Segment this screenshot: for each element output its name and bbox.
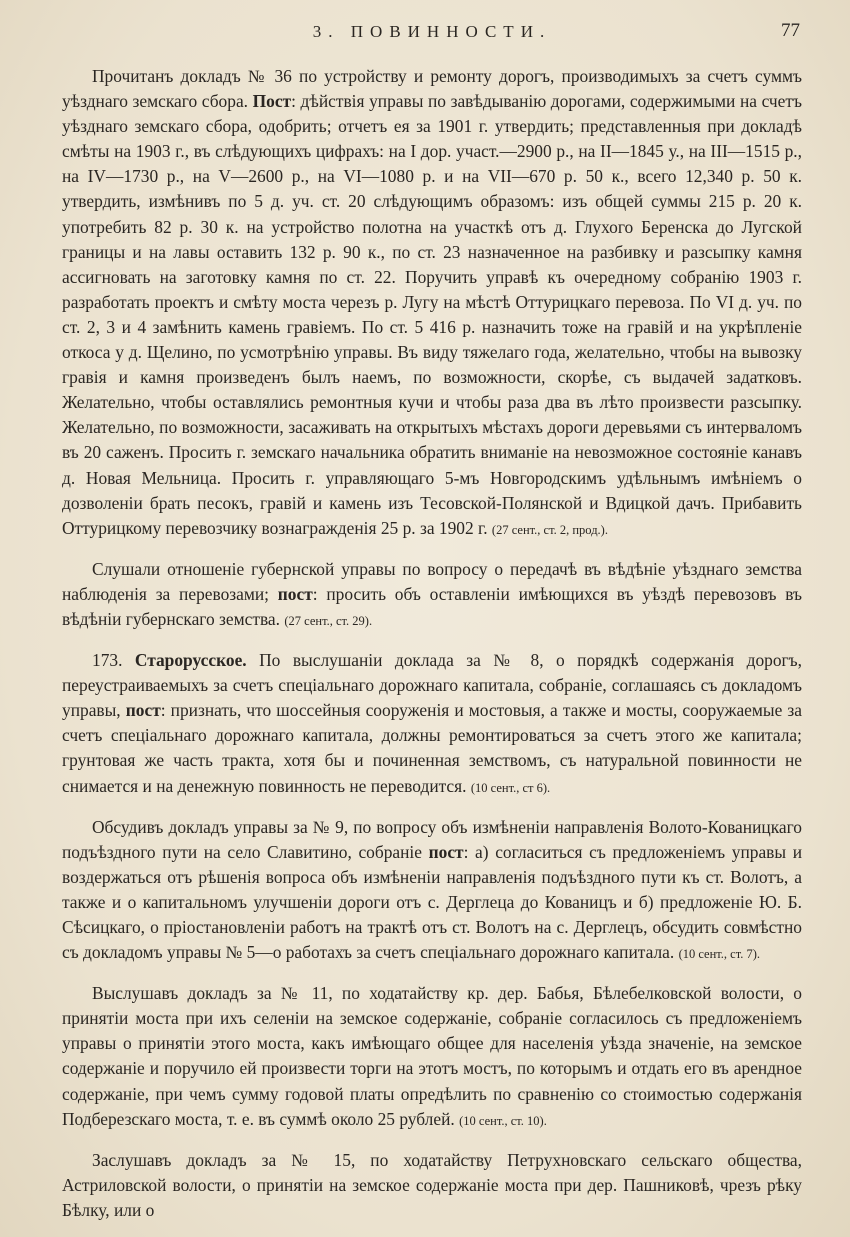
running-title: 3. ПОВИННОСТИ. xyxy=(312,22,552,41)
minutes-reference: (10 сент., ст. 7). xyxy=(678,947,761,962)
paragraph-road-report-36 xyxy=(62,64,802,543)
paragraph-text: : а) согласиться съ предложеніемъ управы и воздержаться отъ рѣшенія вопроса объ измѣненіи направленія подъѣздного пути къ ст. Волотъ, а также и о капитальномъ улучшеніи дороги отъ с. Дерглеца до Кованицъ и б) предложеніе Ю. Б. Сѣсицкаго, о пріостановленіи работъ на трактѣ отъ ст. Волотъ на с. Дерглецъ, обсудить совмѣстно съ докладомъ управы № 5—о работахъ за счетъ спеціальнаго дорожнаго капитала. xyxy=(62,841,802,963)
paragraph-text: Обсудивъ докладъ управы за № 9, по вопросу объ измѣненіи направленія Волото-Кованицкаго подъѣздного пути на село Славитино, собраніе xyxy=(62,816,802,862)
page-number: 77 xyxy=(781,20,800,41)
paragraph-text: Слушали отношеніе губернской управы по вопросу о передачѣ въ вѣдѣніе уѣзднаго земства наблюденія за перевозами; xyxy=(62,558,802,604)
minutes-reference: (27 сент., ст. 2, прод.). xyxy=(491,522,608,537)
paragraph-text: Выслушавъ докладъ за № 11, по ходатайству кр. дер. Бабья, Бѣлебелковской волости, о принятіи моста при ихъ селеніи на земское содержаніе, собраніе согласилось съ предложеніемъ управы о принятіи этого моста, какъ имѣющаго общее для населенія уѣзда значеніе, на земское содержаніе и поручило ей произвести торги на этотъ мостъ, по которымъ и отдать его въ арендное содержаніе, при чемъ сумму годовой платы опредѣлить по сравненію со стоимостью содержанія Подберезскаго моста, т. е. въ суммѣ около 25 рублей. xyxy=(62,983,802,1129)
paragraph-ferries xyxy=(62,557,802,634)
paragraph-report-9 xyxy=(62,815,802,968)
paragraph-text: : дѣйствія управы по завѣдыванію дорогами, содержимыми на счетъ уѣзднаго земскаго сбора, одобрить; отчетъ ея за 1901 г. утвердить; представленныя при докладѣ смѣты на 1903 г., въ слѣдующихъ цифрахъ: на I дор. участ.—2900 р., на II—1845 у., на III—1515 р., на IV—1730 р., на V—2600 р., на VI—1080 р. и на VII—670 р. 50 к., всего 12,340 р. 50 к. утвердить, измѣнивъ по 5 д. уч. ст. 20 слѣдующимъ образомъ: изъ общей суммы 215 р. 20 к. употребить 82 р. 30 к. на устройство полотна на участкѣ отъ д. Глухого Беренска до Лугской границы и на лавы оставить 132 р. 90 к., по ст. 23 назначенное на разбивку и разсыпку камня ассигновать на заготовку камня по ст. 22. Поручить управѣ къ очередному собранію 1903 г. разработать проектъ и смѣту моста черезъ р. Лугу на мѣстѣ Оттурицкаго перевоза. По VI д. уч. по ст. 2, 3 и 4 замѣнить камень гравіемъ. По ст. 5 416 р. назначить тоже на гравій и на укрѣпленіе откоса у д. Щелино, по усмотрѣнію управы. Въ виду тяжелаго года, желательно, чтобы на вывозку гравія и камня произведенъ былъ наемъ, по возможности, скорѣе, съ выдачей задатковъ. Желательно, чтобы оставлялись ремонтныя кучи и чтобы раза два въ лѣто произвести разсыпку. Желательно, по возможности, засаживать на открытыхъ мѣстахъ дороги деревьями съ интерваломъ въ 20 саженъ. Просить г. земскаго начальника обратить вниманіе на невозможное состояніе канавъ д. Новая Мельница. Просить г. управляющаго 5-мъ Новгородскимъ удѣльнымъ имѣніемъ о дозволеніи брать песокъ, гравій и камень изъ Тесовской-Полянской и Вдицкой дачъ. Прибавить Оттурицкому перевозчику вознагражденія 25 р. за 1902 г. xyxy=(62,91,802,538)
resolution-marker: пост xyxy=(428,841,464,862)
paragraph-text: По выслушаніи доклада за № 8, о порядкѣ содержанія дорогъ, переустраиваемыхъ за счетъ спеціальнаго дорожнаго капитала, собраніе, соглашаясь съ докладомъ управы, xyxy=(62,650,802,721)
section-heading: Старорусское. xyxy=(134,650,247,671)
resolution-marker: пост xyxy=(277,583,313,604)
paragraph-report-15 xyxy=(62,1148,802,1223)
resolution-marker: Пост xyxy=(252,91,292,112)
resolution-marker: пост xyxy=(125,700,161,721)
minutes-reference: (10 сент., ст 6). xyxy=(470,780,551,795)
paragraph-report-11 xyxy=(62,981,802,1134)
minutes-reference: (10 сент., ст. 10). xyxy=(459,1113,547,1128)
page-header xyxy=(62,22,802,56)
paragraph-text: Прочитанъ докладъ № 36 по устройству и ремонту дорогъ, производимыхъ за счетъ суммъ уѣзднаго земскаго сбора. xyxy=(62,66,802,112)
paragraph-text: : просить объ оставленіи имѣющихся въ уѣздѣ перевозовъ въ вѣдѣніи губернскаго земства. xyxy=(62,583,802,629)
minutes-reference: (27 сент., ст. 29). xyxy=(284,613,373,628)
section-number: 173. xyxy=(92,650,135,671)
paragraph-text: : признать, что шоссейныя сооруженія и мостовыя, а также и мосты, сооружаемые за счетъ спеціальнаго дорожнаго капитала, должны ремонтироваться за счетъ этого же капитала; грунтовая же часть тракта, хотя бы и починенная земствомъ, съ натуральной повинности не снимается и на денежную повинность не переводится. xyxy=(62,700,802,796)
paragraph-173-starorusskoe xyxy=(62,648,802,801)
paragraph-text: Заслушавъ докладъ за № 15, по ходатайству Петрухновскаго сельскаго общества, Астриловской волости, о принятіи на земское содержаніе моста при дер. Пашниковѣ, чрезъ рѣку Бѣлку, или о xyxy=(62,1149,802,1220)
